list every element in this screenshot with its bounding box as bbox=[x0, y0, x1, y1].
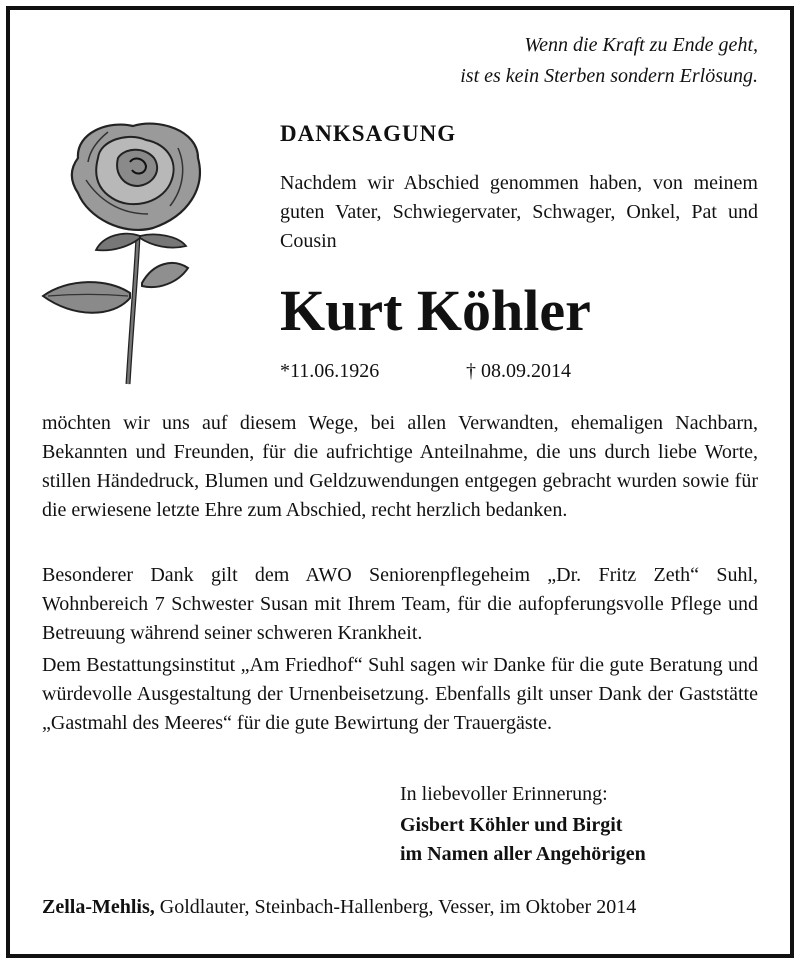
signer-line-1: Gisbert Köhler und Birgit bbox=[400, 814, 623, 836]
thanks-paragraph-3: Dem Bestattungsinstitut „Am Friedhof“ Suhl sagen wir Danke für die gute Beratung und würdevolle Ausgestaltung der Urnenbeisetzung. Ebenfalls gilt unser Dank der Gaststätte „Gastmahl des Meeres“ für die gute Bewirtung der Trauergäste. bbox=[42, 654, 758, 734]
thanks-paragraph-1: möchten wir uns auf diesem Wege, bei allen Verwandten, ehemaligen Nachbarn, Bekannten und Freunden, für die aufrichtige Anteilnahme, die uns durch liebe Worte, stillen Händedruck, Blumen und Geldzuwendungen entgegen gebracht wurden sowie für die erwiesene letzte Ehre zum Abschied, recht herzlich bedanken. bbox=[42, 412, 758, 521]
closing-label: In liebevoller Erinnerung: bbox=[400, 783, 608, 805]
thanks-paragraph-2: Besonderer Dank gilt dem AWO Seniorenpflegeheim „Dr. Fritz Zeth“ Suhl, Wohnbereich 7 Schwester Susan mit Ihrem Team, für die aufopferungsvolle Pflege und Betreuung während seiner schweren Krankheit. bbox=[42, 564, 758, 644]
footer-places-date bbox=[42, 896, 636, 919]
motto-quote bbox=[460, 30, 758, 92]
motto-line-1: Wenn die Kraft zu Ende geht, bbox=[524, 34, 758, 56]
rose-icon bbox=[38, 118, 213, 388]
death-date: † 08.09.2014 bbox=[466, 360, 571, 382]
signer-line-2: im Namen aller Angehörigen bbox=[400, 843, 646, 865]
birth-date: *11.06.1926 bbox=[280, 360, 380, 382]
intro-text: Nachdem wir Abschied genommen haben, von meinem guten Vater, Schwiegervater, Schwager, Onkel, Pat und Cousin bbox=[280, 172, 758, 252]
motto-line-2: ist es kein Sterben sondern Erlösung. bbox=[460, 65, 758, 87]
footer-main-place: Zella-Mehlis, bbox=[42, 896, 155, 918]
deceased-name: Kurt Köhler bbox=[280, 278, 591, 343]
footer-other-places: Goldlauter, Steinbach-Hallenberg, Vesser, im Oktober 2014 bbox=[154, 896, 637, 918]
notice-heading: DANKSAGUNG bbox=[280, 121, 457, 146]
